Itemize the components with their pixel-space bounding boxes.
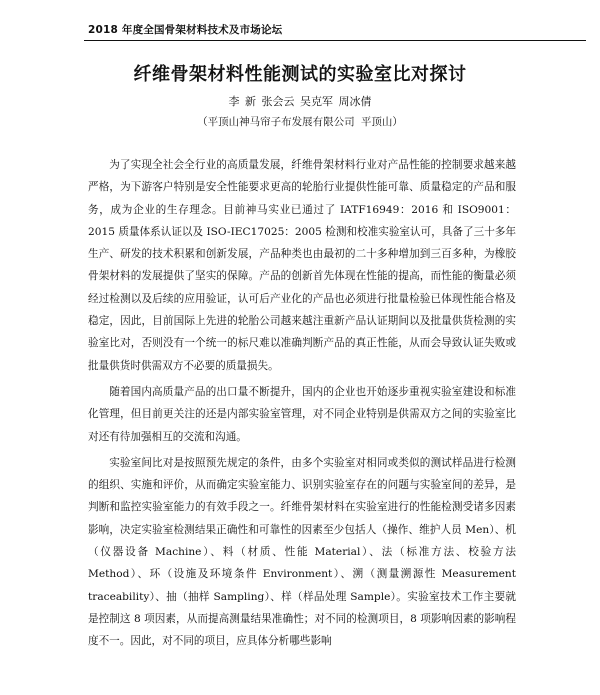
header-rule-mark xyxy=(458,40,474,41)
journal-header: 2018 年度全国骨架材料技术及市场论坛 xyxy=(88,24,283,36)
header-rule-mark xyxy=(488,40,518,41)
article-title: 纤维骨架材料性能测试的实验室比对探讨 xyxy=(133,64,467,85)
article-affiliation: （平顶山神马帘子布发展有限公司 平顶山） xyxy=(197,116,403,128)
paragraph: 随着国内高质量产品的出口量不断提升，国内的企业也开始逐步重视实验室建设和标准化管理，但目前更关注的还是内部实验室管理，对不同企业特别是供需双方之间的实验室比对还有待加强相互的交流和沟通。 xyxy=(88,385,516,443)
paragraph: 实验室间比对是按照预先规定的条件，由多个实验室对相同或类似的测试样品进行检测的组织、实施和评价，从而确定实验室能力、识别实验室存在的问题与实验室间的差异，是判断和监控实验室能力的有效手段之一。纤维骨架材料在实验室进行的性能检测受诸多因素影响，决定实验室检测结果正确性和可靠性的因素至少包括人（操作、维护人员 Men）、机（仪器设备 Machine）、料（材质、性能 Material）、法（标准方法、校验方法 Method）、环（设施及环境条件 Environment）、溯（测量溯源性 Measurement traceability）、抽（抽样 Sampling）、样（样品处理 Sample）。实验室技术工作主要就是控制这 8 项因素，从而提高测量结果准确性；对不同的检测项目，8 项影响因素的影响程度不一。因此，对不同的项目，应具体分析哪些影响 xyxy=(88,456,516,648)
article-authors: 李 新 张会云 吴克军 周冰倩 xyxy=(228,95,372,108)
article-body xyxy=(88,154,516,653)
paragraph: 为了实现全社会全行业的高质量发展，纤维骨架材料行业对产品性能的控制要求越来越严格，为下游客户特别是安全性能要求更高的轮胎行业提供性能可靠、质量稳定的产品和服务，成为企业的生存理念。目前神马实业已通过了 IATF16949：2016 和 ISO9001：2015 质量体系认证以及 ISO-IEC17025：2005 检测和校准实验室认可，具备了三十多年生产、研发的技术积累和创新发展，产品种类也由最初的二十多种增加到三百多种，为橡胶骨架材料的发展提供了坚实的保障。产品的创新首先体现在性能的提高，而性能的衡量必须经过检测以及后续的应用验证，认可后产业化的产品也必须进行批量检验已体现性能合格及稳定，因此，目前国际上先进的轮胎公司越来越注重新产品认证期间以及批量供货检测的实验室比对，否则没有一个统一的标尺难以准确判断产品的真正性能，从而会导致认证失败或批量供货时供需双方不必要的质量损失。 xyxy=(88,159,516,372)
